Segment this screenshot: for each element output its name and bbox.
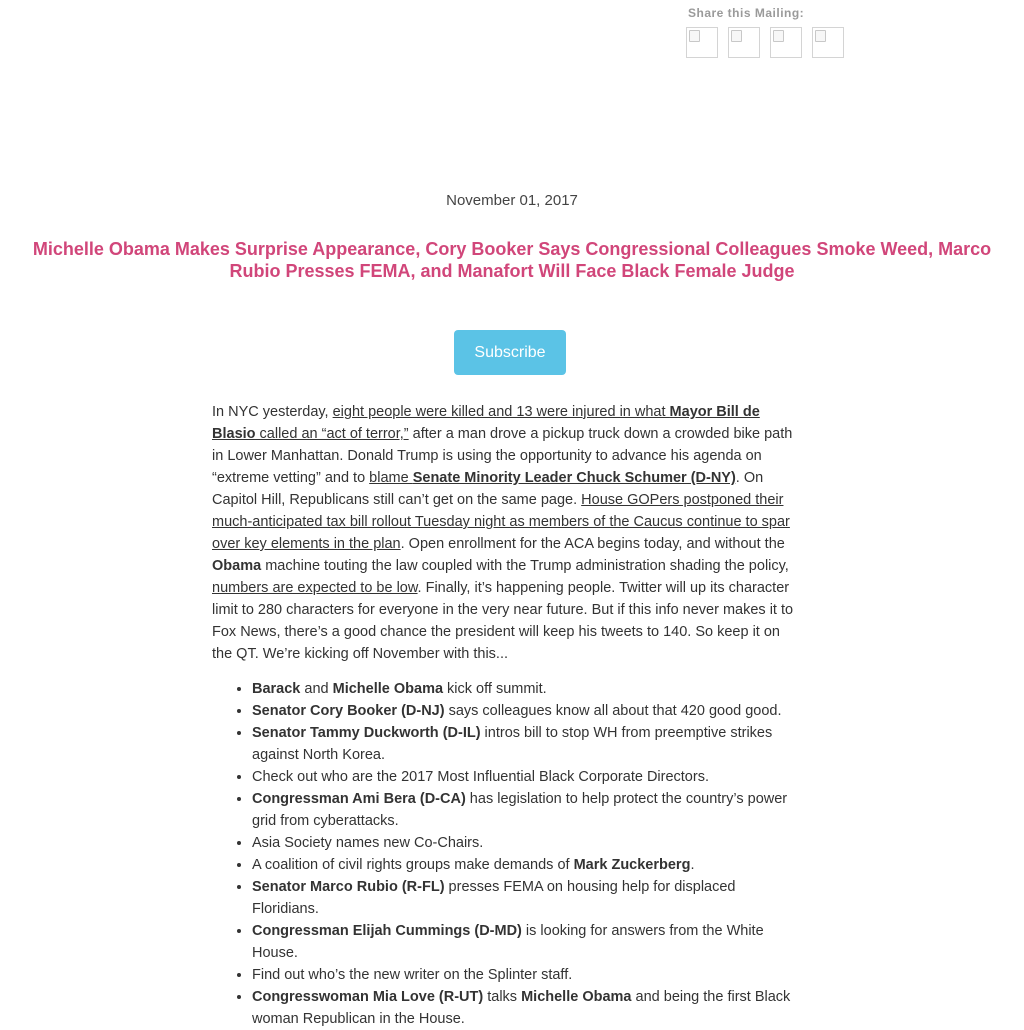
person-name: Senate Minority Leader Chuck Schumer (D-NY) xyxy=(412,470,736,486)
list-item xyxy=(252,678,804,700)
person-name: Mayor Bill de Blasio xyxy=(212,404,760,442)
share-icons xyxy=(686,27,844,58)
link-text: called an “act of terror,” xyxy=(255,426,409,442)
list-item xyxy=(252,722,804,766)
headline: Michelle Obama Makes Surprise Appearance, Cory Booker Says Congressional Colleagues Smoke Weed, Marco Rubio Presses FEMA, and Manafort Will Face Black Female Judge xyxy=(32,239,992,281)
person-name: Senator Cory Booker (D-NJ) xyxy=(252,703,445,719)
subscribe-button[interactable]: Subscribe xyxy=(454,330,566,375)
link-text: eight people were killed and 13 were injured in what xyxy=(332,404,670,420)
item-text: intros bill to stop WH from preemptive strikes against North Korea. xyxy=(252,725,773,763)
email-icon[interactable] xyxy=(812,27,844,58)
aca-numbers-link[interactable]: numbers are expected to be low xyxy=(212,580,418,596)
intro-text: . Finally, it’s happening people. Twitter will up its character limit to 280 characters for everyone in the very near future. But if this info never makes it to Fox News, there’s a good chance the president will keep his tweets to 140. So keep it on the QT. We’re kicking off November with this... xyxy=(212,580,794,662)
intro-text: In NYC yesterday, xyxy=(212,404,333,420)
person-name: Obama xyxy=(212,558,262,574)
share-label: Share this Mailing: xyxy=(688,6,805,20)
person-name: Michelle Obama xyxy=(332,681,444,697)
intro-paragraph xyxy=(212,401,804,665)
tax-bill-link[interactable]: House GOPers postponed their much-anticipated tax bill rollout Tuesday night as members of the Caucus continue to spar over key elements in the plan xyxy=(212,492,790,552)
item-text: and being the first Black woman Republican in the House. xyxy=(252,989,791,1027)
list-item xyxy=(252,986,804,1030)
list-item xyxy=(252,854,804,876)
item-text: A coalition of civil rights groups make demands of xyxy=(252,857,574,873)
item-text: is looking for answers from the White House. xyxy=(252,923,764,961)
person-name: Michelle Obama xyxy=(521,989,632,1005)
item-text: Asia Society names new Co-Chairs. xyxy=(252,835,484,851)
intro-text: machine touting the law coupled with the Trump administration shading the policy, xyxy=(261,558,789,574)
list-item xyxy=(252,766,804,788)
linkedin-icon[interactable] xyxy=(770,27,802,58)
person-name: Congressman Elijah Cummings (D-MD) xyxy=(252,923,522,939)
list-item xyxy=(252,832,804,854)
item-text: presses FEMA on housing help for displaced Floridians. xyxy=(252,879,736,917)
list-item xyxy=(252,964,804,986)
list-item xyxy=(252,876,804,920)
list-item xyxy=(252,788,804,832)
link-text: blame xyxy=(369,470,413,486)
person-name: Congresswoman Mia Love (R-UT) xyxy=(252,989,484,1005)
item-text: . xyxy=(690,857,695,873)
item-text: says colleagues know all about that 420 good good. xyxy=(444,703,782,719)
person-name: Barack xyxy=(252,681,301,697)
person-name: Senator Tammy Duckworth (D-IL) xyxy=(252,725,481,741)
intro-text: . Open enrollment for the ACA begins today, and without the xyxy=(400,536,785,552)
blame-schumer-link[interactable] xyxy=(369,470,736,486)
person-name: Congressman Ami Bera (D-CA) xyxy=(252,791,466,807)
person-name: Mark Zuckerberg xyxy=(573,857,691,873)
item-text: kick off summit. xyxy=(443,681,547,697)
person-name: Senator Marco Rubio (R-FL) xyxy=(252,879,445,895)
item-text: and xyxy=(300,681,333,697)
share-mailing xyxy=(686,6,844,58)
item-text: Find out who’s the new writer on the Splinter staff. xyxy=(252,967,573,983)
list-item xyxy=(252,920,804,964)
item-text: Check out who are the 2017 Most Influential Black Corporate Directors. xyxy=(252,769,709,785)
facebook-icon[interactable] xyxy=(686,27,718,58)
item-text: talks xyxy=(483,989,522,1005)
news-bullet-list xyxy=(212,678,804,1030)
twitter-icon[interactable] xyxy=(728,27,760,58)
item-text: has legislation to help protect the country’s power grid from cyberattacks. xyxy=(252,791,788,829)
list-item xyxy=(252,700,804,722)
intro-text: after a man drove a pickup truck down a crowded bike path in Lower Manhattan. Donald Trump is using the opportunity to advance his agenda on “extreme vetting” and to xyxy=(212,426,793,486)
mailing-date: November 01, 2017 xyxy=(446,192,578,209)
article-body xyxy=(212,401,804,1030)
intro-text: . On Capitol Hill, Republicans still can’t get on the same page. xyxy=(212,470,764,508)
